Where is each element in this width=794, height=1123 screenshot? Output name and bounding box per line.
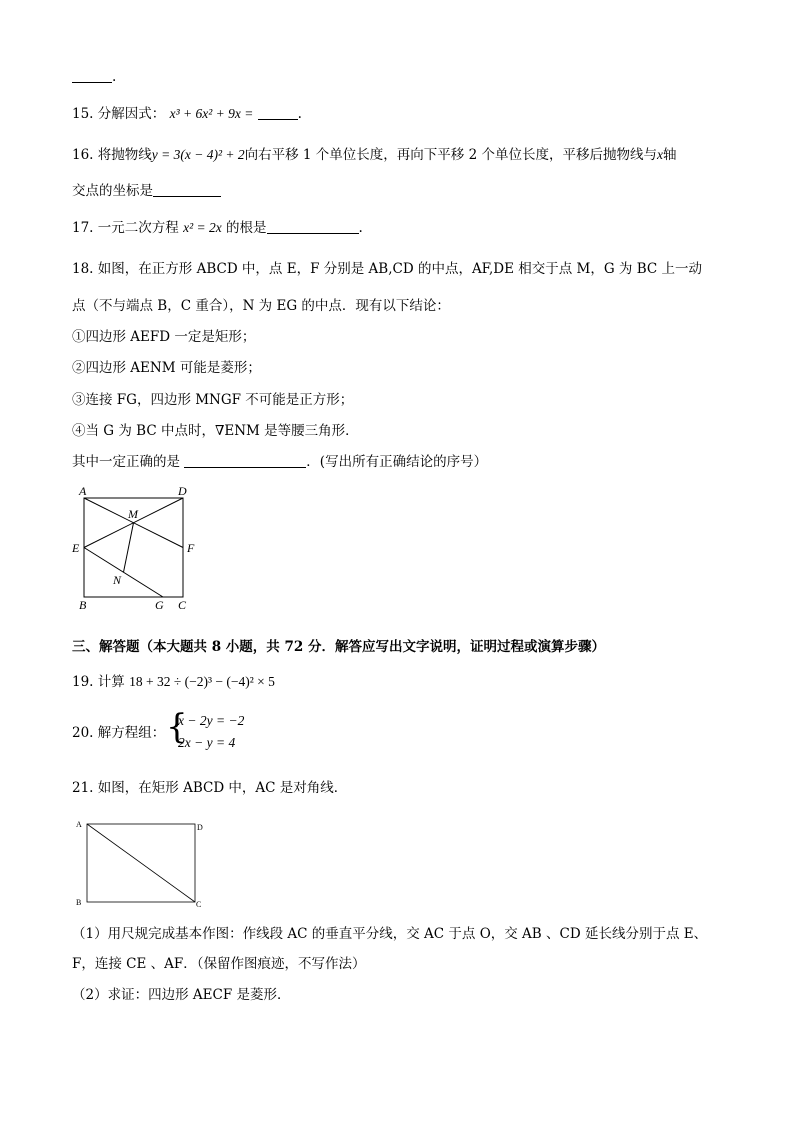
diagonal-ac bbox=[87, 824, 195, 902]
label-f: F bbox=[187, 541, 195, 555]
label-n: N bbox=[113, 573, 122, 587]
figure-21-rectangle bbox=[70, 815, 210, 910]
label-b: B bbox=[79, 598, 87, 612]
question-17: 17. 一元二次方程 x² = 2x 的根是 . bbox=[72, 220, 363, 236]
question-21-part-2: （2）求证：四边形 AECF 是菱形． bbox=[72, 987, 291, 1003]
conclusion-2: ②四边形 AENM 可能是菱形； bbox=[72, 360, 261, 376]
question-16-line2: 交点的坐标是 bbox=[72, 182, 221, 200]
conclusion-3: ③连接 FG，四边形 MNGF 不可能是正方形； bbox=[72, 392, 354, 408]
segment-mn bbox=[124, 523, 134, 573]
equation-1: x − 2y = −2 bbox=[178, 713, 245, 728]
answer-blank bbox=[267, 220, 359, 234]
question-18-ask: 其中一定正确的是 ．(写出所有正确结论的序号） bbox=[72, 454, 488, 470]
label-d: D bbox=[197, 823, 203, 832]
equation-system-brace: { bbox=[166, 707, 188, 747]
question-21-part-1: （1）用尺规完成基本作图：作线段 AC 的垂直平分线，交 AC 于点 O，交 AB 、CD 延长线分别于点 E、 bbox=[72, 926, 708, 942]
label-a: A bbox=[76, 820, 82, 829]
question-19: 19. 计算 18 + 32 ÷ (−2)³ − (−4)² × 5 bbox=[72, 674, 275, 690]
label-g: G bbox=[155, 598, 164, 612]
equation-2: 2x − y = 4 bbox=[178, 735, 236, 750]
question-21-part-1-line2: F，连接 CE 、AF．（保留作图痕迹，不写作法） bbox=[72, 956, 366, 972]
question-18-line2: 点（不与端点 B，C 重合），N 为 EG 的中点．现有以下结论： bbox=[72, 298, 450, 314]
label-c: C bbox=[196, 900, 202, 909]
answer-blank bbox=[153, 183, 221, 197]
question-18: 18. 如图，在正方形 ABCD 中，点 E，F 分别是 AB,CD 的中点，AF,DE 相交于点 M，G 为 BC 上一动 bbox=[72, 261, 702, 277]
answer-blank bbox=[72, 69, 112, 83]
answer-blank bbox=[258, 106, 298, 120]
conclusion-4: ④当 G 为 BC 中点时，∇ENM 是等腰三角形． bbox=[72, 423, 359, 439]
answer-blank bbox=[184, 454, 306, 468]
label-e: E bbox=[72, 541, 80, 555]
question-15: 15. 分解因式： x³ + 6x² + 9x = . bbox=[72, 106, 302, 122]
question-21: 21. 如图，在矩形 ABCD 中，AC 是对角线． bbox=[72, 780, 348, 796]
section-3-heading: 三、解答题（本大题共 8 小题，共 72 分．解答应写出文字说明，证明过程或演算步骤） bbox=[72, 639, 605, 655]
label-c: C bbox=[178, 598, 187, 612]
question-20: 20. 解方程组： bbox=[72, 725, 166, 741]
q14-tail: . bbox=[72, 68, 116, 86]
label-a: A bbox=[79, 484, 87, 498]
label-d: D bbox=[178, 484, 187, 498]
conclusion-1: ①四边形 AEFD 一定是矩形； bbox=[72, 329, 256, 345]
figure-18-square bbox=[70, 484, 210, 614]
label-m: M bbox=[128, 507, 138, 521]
label-b: B bbox=[76, 898, 82, 907]
question-16: 16. 将抛物线y = 3(x − 4)² + 2向右平移 1 个单位长度，再向下平移 2 个单位长度，平移后抛物线与x轴 bbox=[72, 147, 677, 163]
